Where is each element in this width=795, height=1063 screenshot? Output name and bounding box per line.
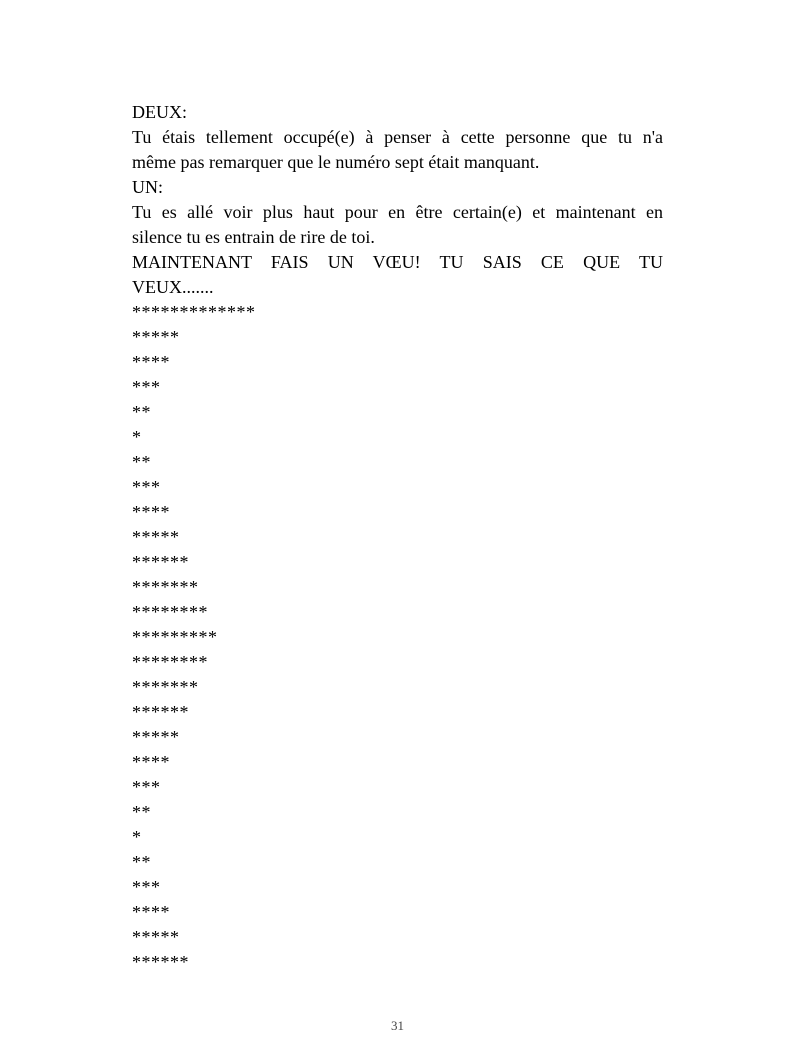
- text-line: silence tu es entrain de rire de toi.: [132, 227, 375, 247]
- text-line: même pas remarquer que le numéro sept était manquant.: [132, 152, 540, 172]
- star-line: **: [132, 802, 151, 822]
- star-line: ***: [132, 477, 161, 497]
- star-line: *****: [132, 327, 180, 347]
- star-line: *****: [132, 527, 180, 547]
- star-line: ***: [132, 777, 161, 797]
- heading-un: UN:: [132, 177, 163, 197]
- star-line: *******: [132, 677, 199, 697]
- star-line: *: [132, 827, 142, 847]
- star-line: ****: [132, 352, 170, 372]
- paragraph-lines: [132, 100, 663, 300]
- star-pattern: [132, 300, 663, 975]
- star-line: ****: [132, 752, 170, 772]
- heading-deux: DEUX:: [132, 102, 187, 122]
- star-line: *********: [132, 627, 218, 647]
- star-line: **: [132, 452, 151, 472]
- star-line: ********: [132, 652, 208, 672]
- wish-line: MAINTENANT FAIS UN VŒU! TU SAIS CE QUE TU: [132, 252, 663, 272]
- star-line: ******: [132, 952, 189, 972]
- star-line: **: [132, 852, 151, 872]
- star-line: ****: [132, 502, 170, 522]
- star-line: *****: [132, 727, 180, 747]
- star-line: ********: [132, 602, 208, 622]
- page-number: 31: [391, 1018, 404, 1033]
- star-line: ******: [132, 702, 189, 722]
- star-line: ****: [132, 902, 170, 922]
- star-line: *: [132, 427, 142, 447]
- body-text: [132, 100, 663, 975]
- star-line: *******: [132, 577, 199, 597]
- star-line: ******: [132, 552, 189, 572]
- text-line: Tu es allé voir plus haut pour en être certain(e) et maintenant en: [132, 202, 663, 222]
- star-line: ***: [132, 377, 161, 397]
- star-line: **: [132, 402, 151, 422]
- star-line: *************: [132, 302, 256, 322]
- text-line: Tu étais tellement occupé(e) à penser à cette personne que tu n'a: [132, 127, 663, 147]
- star-line: *****: [132, 927, 180, 947]
- star-line: ***: [132, 877, 161, 897]
- wish-line-end: VEUX.......: [132, 277, 214, 297]
